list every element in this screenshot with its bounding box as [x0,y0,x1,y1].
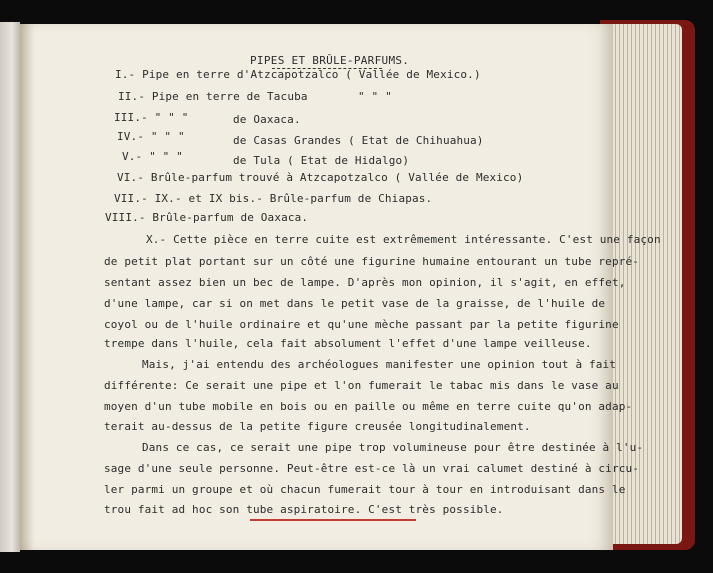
list-item: III.- " " " [114,111,189,124]
list-item: V.- " " " [122,150,183,163]
list-item-text: de Oaxaca. [233,113,301,126]
paragraph-line: X.- Cette pièce en terre cuite est extrêmement intéressante. C'est une façon [146,233,661,246]
list-item: IV.- " " " [117,130,185,143]
paragraph-line: trou fait ad hoc son tube aspiratoire. C'est très possible. [104,503,504,516]
paragraph-line: Mais, j'ai entendu des archéologues manifester une opinion tout à fait [142,358,617,371]
list-item: VI.- Brûle-parfum trouvé à Atzcapotzalco ( Vallée de Mexico) [117,171,524,184]
list-item: I.- Pipe en terre d'Atzcapotzalco ( Vallée de Mexico.) [115,68,481,81]
list-item: II.- Pipe en terre de Tacuba [118,90,308,103]
paragraph-line: Dans ce cas, ce serait une pipe trop volumineuse pour être destinée à l'u- [142,441,644,454]
page-gutter-shadow [20,24,34,550]
paragraph-line: moyen d'un tube mobile en bois ou en paille ou même en terre cuite qu'on adap- [104,400,633,413]
paragraph-line: différente: Ce serait une pipe et l'on fumerait le tabac mis dans le vase au [104,379,619,392]
paragraph-line: de petit plat portant sur un côté une figurine humaine entourant un tube repré- [104,255,640,268]
paragraph-line: trempe dans l'huile, cela fait absolument l'effet d'une lampe veilleuse. [104,337,592,350]
page-title: PIPES ET BRÛLE-PARFUMS. [250,54,410,67]
paragraph-line: ler parmi un groupe et où chacun fumerait tour à tour en introduisant dans le [104,483,626,496]
list-item-text: de Casas Grandes ( Etat de Chihuahua) [233,134,484,147]
paragraph-line: terait au-dessus de la petite figure creusée longitudinalement. [104,420,531,433]
red-pencil-underline [250,519,416,521]
paragraph-line: coyol ou de l'huile ordinaire et qu'une mèche passant par la petite figurine [104,318,619,331]
list-item: VII.- IX.- et IX bis.- Brûle-parfum de Chiapas. [114,192,433,205]
list-item-text: de Tula ( Etat de Hidalgo) [233,154,410,167]
adjacent-page-edge [0,22,20,552]
ditto-marks: " " " [358,90,392,103]
paragraph-line: d'une lampe, car si on met dans le petit vase de la graisse, de l'huile de [104,297,606,310]
paragraph-line: sentant assez bien un bec de lampe. D'après mon opinion, il s'agit, en effet, [104,276,626,289]
list-item: VIII.- Brûle-parfum de Oaxaca. [105,211,309,224]
paragraph-line: sage d'une seule personne. Peut-être est-ce là un vrai calumet destiné à circu- [104,462,640,475]
